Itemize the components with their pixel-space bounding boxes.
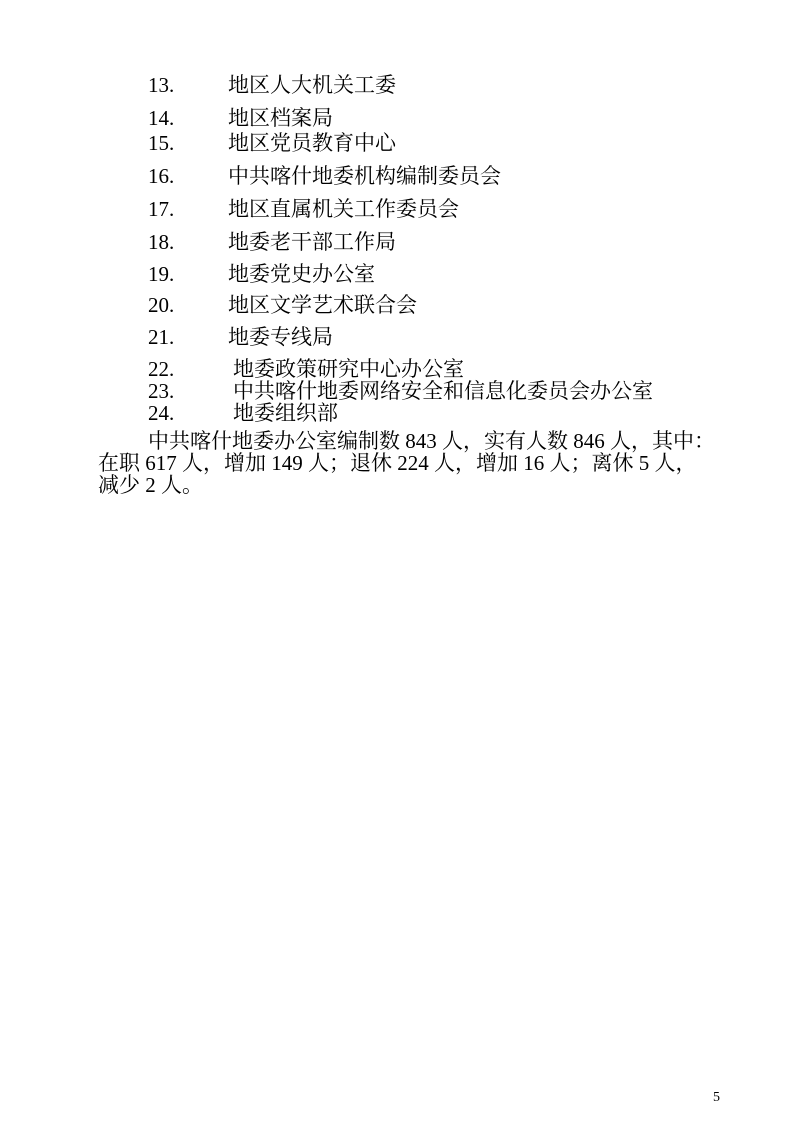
list-item-text: 地区档案局 xyxy=(228,106,333,130)
list-item-number: 14. xyxy=(148,106,175,130)
list-item-text: 地委党史办公室 xyxy=(228,262,375,286)
list-item xyxy=(148,231,748,253)
paragraph-line: 减少 2 人。 xyxy=(98,473,203,497)
list-item-text: 地区直属机关工作委员会 xyxy=(228,197,459,221)
org-list xyxy=(148,74,748,424)
list-item-text: 地委组织部 xyxy=(233,401,338,425)
list-item-text: 中共喀什地委网络安全和信息化委员会办公室 xyxy=(233,379,653,403)
list-item-number: 24. xyxy=(148,401,175,425)
list-item-text: 地区党员教育中心 xyxy=(228,131,396,155)
list-item-text: 中共喀什地委机构编制委员会 xyxy=(228,164,501,188)
list-item-number: 21. xyxy=(148,325,175,349)
list-item-number: 18. xyxy=(148,230,175,254)
list-item xyxy=(148,74,748,96)
list-item-text: 地委老干部工作局 xyxy=(228,230,396,254)
list-item xyxy=(148,358,748,380)
list-item-number: 15. xyxy=(148,131,175,155)
list-item xyxy=(148,165,748,187)
paragraph-line: 在职 617 人，增加 149 人；退休 224 人，增加 16 人；离休 5 人， xyxy=(98,451,697,475)
list-item-number: 16. xyxy=(148,164,175,188)
list-item xyxy=(148,198,748,220)
list-item xyxy=(148,107,748,129)
list-item xyxy=(148,326,748,348)
paragraph-line: 中共喀什地委办公室编制数 843 人，实有人数 846 人，其中： xyxy=(148,429,715,453)
list-item xyxy=(148,132,748,154)
summary-paragraph xyxy=(98,430,738,496)
list-item xyxy=(148,402,748,424)
list-item xyxy=(148,263,748,285)
list-item xyxy=(148,294,748,316)
list-item-number: 13. xyxy=(148,73,175,97)
list-item-text: 地委政策研究中心办公室 xyxy=(233,357,464,381)
page-number: 5 xyxy=(713,1090,720,1105)
list-item-number: 17. xyxy=(148,197,175,221)
list-item-number: 22. xyxy=(148,357,175,381)
list-item-text: 地区文学艺术联合会 xyxy=(228,293,417,317)
list-item-number: 20. xyxy=(148,293,175,317)
list-item-text: 地区人大机关工委 xyxy=(228,73,396,97)
list-item-number: 23. xyxy=(148,379,175,403)
list-item xyxy=(148,380,748,402)
list-item-text: 地委专线局 xyxy=(228,325,333,349)
list-item-number: 19. xyxy=(148,262,175,286)
